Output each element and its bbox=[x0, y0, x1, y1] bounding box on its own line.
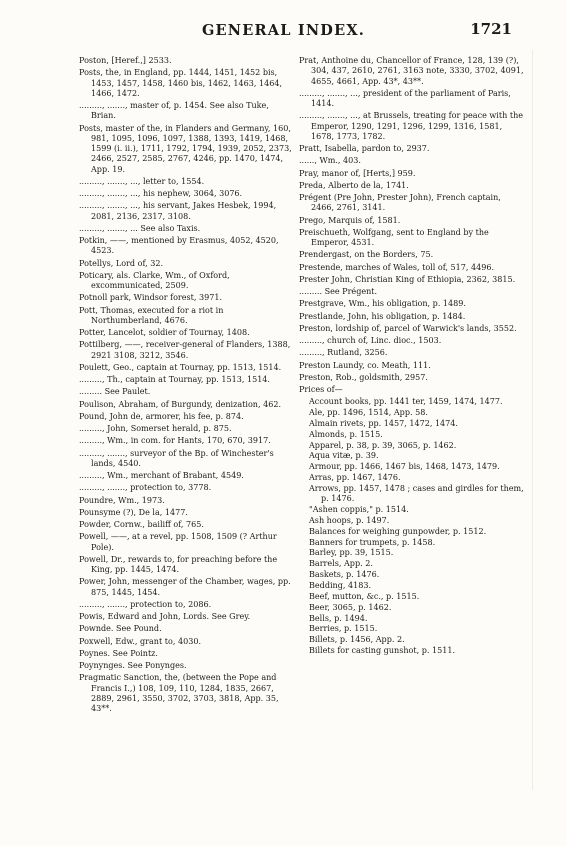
index-entry: Preston, Rob., goldsmith, 2957. bbox=[299, 372, 428, 382]
index-entry: ........., Rutland, 3256. bbox=[299, 348, 388, 358]
index-entry: Prestgrave, Wm., his obligation, p. 1489. bbox=[299, 299, 466, 309]
index-entry: Potter, Lancelot, soldier of Tournay, 1408. bbox=[79, 328, 250, 337]
index-entry: Prégent (Pre John, Prester John), French captain, 2466, 2761, 3141. bbox=[299, 193, 501, 213]
index-entry: Poticary, als. Clarke, Wm., of Oxford, excommunicated, 2509. bbox=[79, 270, 230, 290]
right-column bbox=[299, 56, 524, 657]
index-entry: Prester John, Christian King of Ethiopia, 2362, 3815. bbox=[299, 274, 516, 284]
index-entry: ........., ......., ..., letter to, 1554. bbox=[79, 176, 205, 186]
index-entry: Baskets, p. 1476. bbox=[309, 570, 380, 580]
index-entry: ......... See Prégent. bbox=[299, 287, 378, 296]
index-entry: Almonds, p. 1515. bbox=[309, 429, 383, 439]
index-entry: Potellys, Lord of, 32. bbox=[79, 258, 164, 268]
index-entry: Billets for casting gunshot, p. 1511. bbox=[309, 646, 456, 656]
index-entry: Pound, John de, armorer, his fee, p. 874. bbox=[79, 411, 244, 421]
index-entry: Arrows, pp. 1457, 1478 ; cases and girdles for them, p. 1476. bbox=[309, 484, 524, 504]
index-entry: Potnoll park, Windsor forest, 3971. bbox=[79, 293, 223, 303]
index-entry: Beef, mutton, &c., p. 1515. bbox=[309, 591, 420, 601]
index-entry: ........., John, Somerset herald, p. 875. bbox=[79, 424, 232, 433]
index-entry: Armour, pp. 1466, 1467 bis, 1468, 1473, 1479. bbox=[309, 462, 500, 472]
index-entry: Banners for trumpets, p. 1458. bbox=[309, 537, 436, 547]
index-entry: Prat, Anthoine du, Chancellor of France, 128, 139 (?), 304, 437, 2610, 2761, 3163 note, 3330, 3702, 4091, 4655, 4661, App. 43*, 43**. bbox=[299, 56, 524, 86]
index-entry: Ale, pp. 1496, 1514, App. 58. bbox=[309, 408, 428, 418]
index-entry: ........., ......., ..., at Brussels, treating for peace with the Emperor, 1290, 1291, 1296, 1299, 1316, 1581, 1678, 1773, 1782. bbox=[299, 111, 524, 141]
index-entry: ........., ......., master of, p. 1454. See also Tuke, Brian. bbox=[79, 101, 269, 121]
index-entry: Prego, Marquis of, 1581. bbox=[299, 215, 401, 225]
index-entry: Bells, p. 1494. bbox=[309, 613, 368, 623]
index-entry: ........., church of, Linc. dioc., 1503. bbox=[299, 336, 442, 345]
index-entry: Pragmatic Sanction, the, (between the Pope and Francis I.,) 108, 109, 110, 1284, 1835, 2667, 2889, 2961, 3550, 3702, 3703, 3818, App. 35, 43**. bbox=[79, 673, 279, 713]
page-header bbox=[0, 22, 567, 44]
index-entry: Preda, Alberto de la, 1741. bbox=[299, 180, 409, 190]
running-title: GENERAL INDEX. bbox=[201, 22, 366, 39]
index-entry: ........., ......., ..., his servant, Jakes Hesbek, 1994, 2081, 2136, 2317, 3108. bbox=[79, 201, 277, 221]
index-entry: Barley, pp. 39, 1515. bbox=[309, 548, 394, 558]
index-entry: ......, Wm., 403. bbox=[299, 156, 361, 166]
index-entry: Posts, master of the, in Flanders and Germany, 160, 981, 1095, 1096, 1097, 1388, 1393, 1419, 1468, 1599 (i. ii.), 1711, 1792, 1794, 1939, 2052, 2373, 2466, 2527, 2585, 2767, 4246, pp. 1470, 1474, App. 19. bbox=[79, 123, 292, 174]
index-entry: ........., ......., ... See also Taxis. bbox=[79, 223, 201, 233]
index-entry: Preston, lordship of, parcel of Warwick's lands, 3552. bbox=[299, 323, 517, 333]
index-entry: Pownde. See Pound. bbox=[79, 624, 162, 634]
index-entry: ........., Wm., merchant of Brabant, 4549. bbox=[79, 471, 244, 480]
index-entry: Poxwell, Edw., grant to, 4030. bbox=[79, 636, 202, 646]
index-entry: Prestlande, John, his obligation, p. 1484. bbox=[299, 311, 466, 321]
index-entry: ........., ......., ..., president of the parliament of Paris, 1414. bbox=[299, 88, 511, 108]
index-entry: ........., ......., protection to, 3778. bbox=[79, 483, 212, 493]
index-entry: Barrels, App. 2. bbox=[309, 559, 373, 569]
index-entry: Pott, Thomas, executed for a riot in Northumberland, 4676. bbox=[79, 305, 224, 325]
index-entry: ........., Wm., in com. for Hants, 170, 670, 3917. bbox=[79, 436, 271, 446]
index-entry: Bedding, 4183. bbox=[309, 581, 372, 590]
index-entry: Powell, ——, at a revel, pp. 1508, 1509 (? Arthur Pole). bbox=[79, 532, 277, 552]
index-entry: Potkin, ——, mentioned by Erasmus, 4052, 4520, 4523. bbox=[79, 236, 279, 256]
index-entry: Arras, pp. 1467, 1476. bbox=[309, 473, 401, 483]
index-entry: Poundre, Wm., 1973. bbox=[79, 495, 165, 505]
index-entry: Powder, Cornw., bailiff of, 765. bbox=[79, 520, 204, 529]
page-number: 1721 bbox=[470, 20, 512, 38]
index-entry: Pottilberg, ——, receiver-general of Flanders, 1388, 2921 3108, 3212, 3546. bbox=[79, 340, 291, 360]
index-entry: Pratt, Isabella, pardon to, 2937. bbox=[299, 144, 430, 153]
index-entry: Power, John, messenger of the Chamber, wages, pp. 875, 1445, 1454. bbox=[79, 577, 291, 597]
index-entry: ........., Th., captain at Tournay, pp. 1513, 1514. bbox=[79, 375, 270, 384]
index-entry: "Ashen coppis," p. 1514. bbox=[309, 505, 409, 515]
index-entry: Almain rivets, pp. 1457, 1472, 1474. bbox=[309, 418, 458, 428]
index-entry: Preischueth, Wolfgang, sent to England by the Emperor, 4531. bbox=[299, 227, 489, 247]
index-entry: ........., ......., protection to, 2086. bbox=[79, 599, 212, 609]
index-entry: Aqua vitæ, p. 39. bbox=[309, 451, 379, 461]
side-watermark bbox=[532, 50, 547, 790]
index-entry: Prices of— bbox=[299, 385, 343, 394]
index-entry: Berries, p. 1515. bbox=[309, 624, 378, 634]
index-entry: Pray, manor of, [Herts,] 959. bbox=[299, 168, 416, 178]
index-entry: Account books, pp. 1441 ter, 1459, 1474, 1477. bbox=[309, 397, 503, 407]
index-entry: ........., ......., surveyor of the Bp. of Winchester's lands, 4540. bbox=[79, 448, 274, 468]
index-entry: Poynes. See Pointz. bbox=[79, 648, 158, 658]
index-entry: Prestende, marches of Wales, toll of, 517, 4496. bbox=[299, 262, 495, 272]
index-entry: Balances for weighing gunpowder, p. 1512. bbox=[309, 526, 487, 536]
index-entry: Poulett, Geo., captain at Tournay, pp. 1513, 1514. bbox=[79, 362, 282, 372]
index-entry: Poston, [Heref.,] 2533. bbox=[79, 56, 172, 65]
index-entry: Posts, the, in England, pp. 1444, 1451, 1452 bis, 1453, 1457, 1458, 1460 bis, 1462, 1463, 1464, 1466, 1472. bbox=[79, 68, 283, 98]
index-entry: Billets, p. 1456, App. 2. bbox=[309, 635, 405, 645]
index-entry: Pounsyme (?), De la, 1477. bbox=[79, 507, 188, 517]
index-entry: ........., ......., ..., his nephew, 3064, 3076. bbox=[79, 189, 243, 198]
index-entry: Powell, Dr., rewards to, for preaching before the King, pp. 1445, 1474. bbox=[79, 554, 278, 574]
index-entry: Preston Laundy, co. Meath, 111. bbox=[299, 360, 431, 370]
left-column bbox=[79, 56, 293, 716]
index-entry: Ash hoops, p. 1497. bbox=[309, 515, 390, 525]
index-entry: Powis, Edward and John, Lords. See Grey. bbox=[79, 612, 251, 621]
index-entry: Beer, 3065, p. 1462. bbox=[309, 602, 392, 612]
index-entry: Poulison, Abraham, of Burgundy, denization, 462. bbox=[79, 399, 282, 409]
index-entry: Poynynges. See Ponynges. bbox=[79, 661, 187, 670]
index-entry: ......... See Paulet. bbox=[79, 387, 151, 397]
index-entry: Prendergast, on the Borders, 75. bbox=[299, 250, 434, 260]
index-entry: Apparel, p. 38, p. 39, 3065, p. 1462. bbox=[309, 440, 457, 450]
